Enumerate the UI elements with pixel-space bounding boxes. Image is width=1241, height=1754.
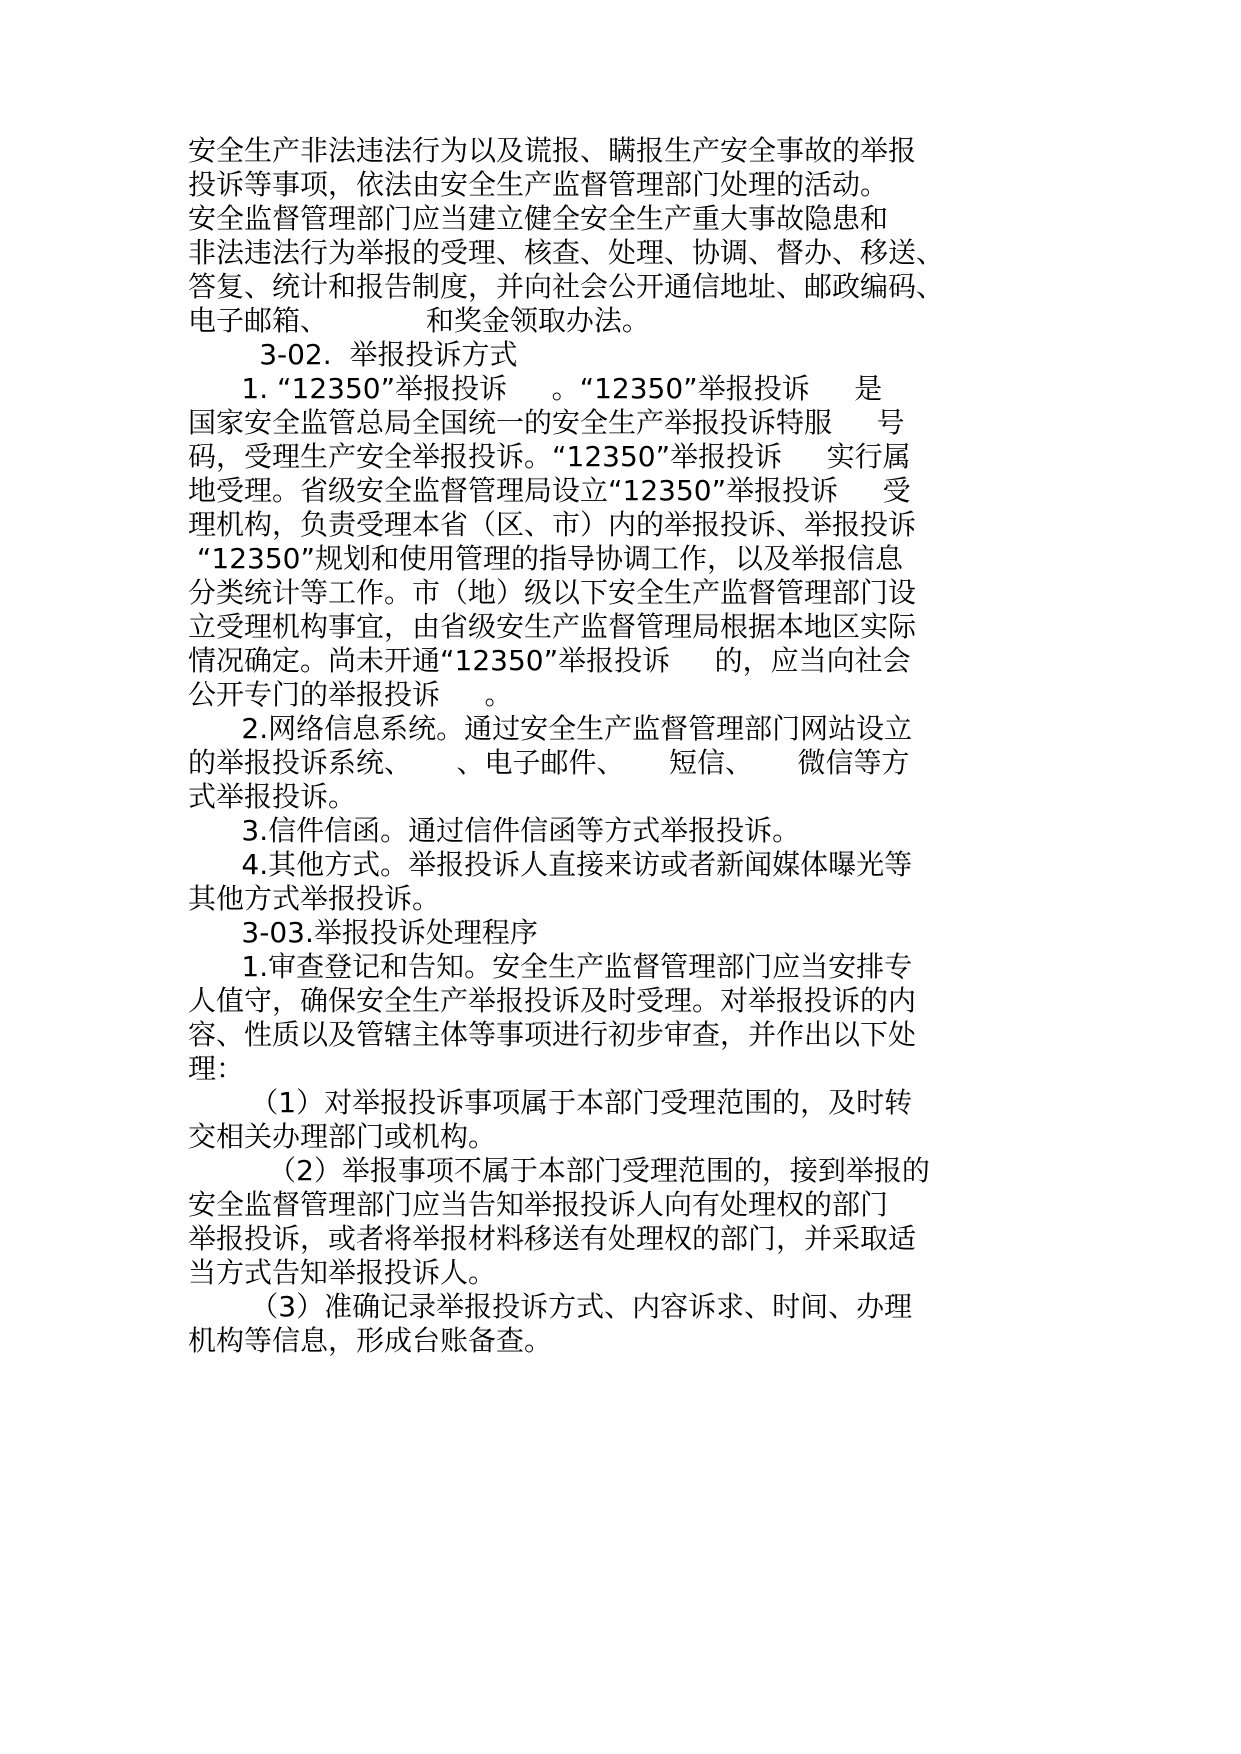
text-line: 理：	[188, 1052, 245, 1085]
text-line: “12350”规划和使用管理的指导协调工作，以及举报信息	[188, 542, 903, 575]
text-line: 1.审查登记和告知。安全生产监督管理部门应当安排专	[188, 950, 913, 983]
text-line: 理机构，负责受理本省（区、市）内的举报投诉、举报投诉	[188, 508, 917, 541]
text-line: 安全生产非法违法行为以及谎报、瞒报生产安全事故的举报	[188, 134, 917, 167]
text-line: 举报投诉，或者将举报材料移送有处理权的部门，并采取适	[188, 1222, 917, 1255]
text-line: 公开专门的举报投诉 。	[188, 678, 513, 711]
section-heading: 3-03.举报投诉处理程序	[188, 916, 538, 949]
text-line: 式举报投诉。	[188, 780, 357, 813]
text-line: 非法违法行为举报的受理、核查、处理、协调、督办、移送、	[188, 236, 945, 269]
text-line: 2.网络信息系统。通过安全生产监督管理部门网站设立	[188, 712, 913, 745]
text-line: 机构等信息，形成台账备查。	[188, 1324, 553, 1357]
text-line: 容、性质以及管辖主体等事项进行初步审查，并作出以下处	[188, 1018, 917, 1051]
text-line: 答复、统计和报告制度，并向社会公开通信地址、邮政编码、	[188, 270, 945, 303]
text-line: 立受理机构事宜，由省级安生产监督管理局根据本地区实际	[188, 610, 917, 643]
text-line: 分类统计等工作。市（地）级以下安全生产监督管理部门设	[188, 576, 917, 609]
text-line: 4.其他方式。举报投诉人直接来访或者新闻媒体曝光等	[188, 848, 913, 881]
text-line: 码，受理生产安全举报投诉。“12350”举报投诉 实行属	[188, 440, 911, 473]
text-line: 其他方式举报投诉。	[188, 882, 441, 915]
text-line: （3）准确记录举报投诉方式、内容诉求、时间、办理	[188, 1290, 913, 1323]
section-heading: 3-02. 举报投诉方式	[188, 338, 518, 371]
text-line: （2）举报事项不属于本部门受理范围的，接到举报的	[188, 1154, 930, 1187]
text-line: 安全监督管理部门应当建立健全安全生产重大事故隐患和	[188, 202, 889, 235]
text-line: 交相关办理部门或机构。	[188, 1120, 497, 1153]
text-line: 的举报投诉系统、 、电子邮件、 短信、 微信等方	[188, 746, 910, 779]
text-line: 当方式告知举报投诉人。	[188, 1256, 497, 1289]
text-line: 地受理。省级安全监督管理局设立“12350”举报投诉 受	[188, 474, 911, 507]
text-line: 情况确定。尚未开通“12350”举报投诉 的，应当向社会	[188, 644, 911, 677]
text-line: 国家安全监管总局全国统一的安全生产举报投诉特服 号	[188, 406, 905, 439]
text-line: 电子邮箱、 和奖金领取办法。	[188, 304, 650, 337]
text-line: 3.信件信函。通过信件信函等方式举报投诉。	[188, 814, 801, 847]
text-line: 1. “12350”举报投诉 。“12350”举报投诉 是	[188, 372, 883, 405]
text-line: （1）对举报投诉事项属于本部门受理范围的，及时转	[188, 1086, 913, 1119]
text-line: 安全监督管理部门应当告知举报投诉人向有处理权的部门	[188, 1188, 889, 1221]
text-line: 投诉等事项，依法由安全生产监督管理部门处理的活动。	[188, 168, 889, 201]
text-line: 人值守，确保安全生产举报投诉及时受理。对举报投诉的内	[188, 984, 917, 1017]
